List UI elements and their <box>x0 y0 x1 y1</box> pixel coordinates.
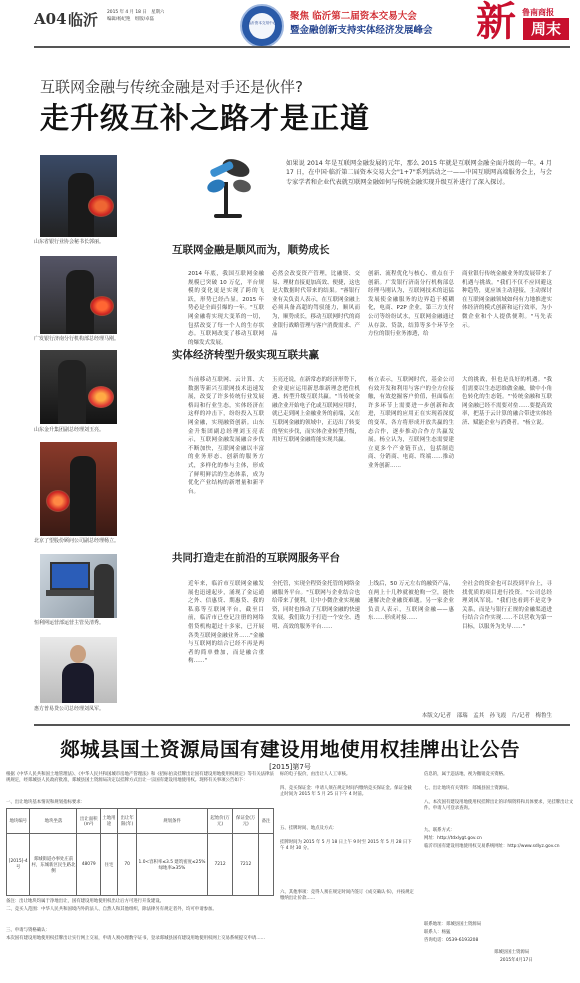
flower-arrangement <box>88 386 114 408</box>
photo-guo-li <box>40 155 117 237</box>
editors-line: 编辑/杨纪艳 组版/卓磊 <box>107 17 154 22</box>
land-notice <box>0 726 580 983</box>
section3-col3: 上线后，50 万元左右的融资产品，在两上十几秒就被抢购一空，能快速解决企业融资难题。另一家企业负责人表示，互联网金融——惠东……形成对接…… <box>368 581 454 622</box>
notice-col3-line: 九、联系方式： <box>424 828 455 833</box>
brand-small: 鲁南商报 <box>522 8 554 17</box>
section2-col2: 玉亮还说，在新常态的经济形势下，企业更应运用新思维新理念把住机遇、转型升级互联共赢。"当传统金融企业开始电子化或互联网应用时，就已走到网上金融业务的前端，又在互联网金融的领域中，正迈出了转变的坚实步伐，而实体企业转型升级，用好互联网金融将能实现共赢。 <box>272 377 361 444</box>
notice-item3: 三、申请与资格确认： <box>6 928 50 933</box>
notice-col2-line: 五、挂牌时间、地点及方式： <box>280 826 338 831</box>
th-parcel-no: 地块编号 <box>7 809 30 834</box>
notice-date: 2015年4月17日 <box>500 958 533 963</box>
date-line: 2015 年 4 月 18 日 星期六 <box>107 10 165 15</box>
section2-col4: 大的挑战，但也是良好的机遇。"我们需要以生态思维做金融，做中小角色转化的生态链。"'传统金融和互联网金融已经不需要对垒……要提高效率，把基于云计算的融合带进实体经济、赋能企业与消费者。"杨立说。 <box>462 377 552 426</box>
masthead <box>0 0 580 66</box>
photo-caption-6: 惠方普易贷公司总经理刘凤军。 <box>34 706 105 712</box>
notice-col2-line: 四、竞买保证金：申请人须在规定时间内缴纳竞买保证金。保证金截止时间为 2015 年 5 月 25 日下午 4 时前。 <box>280 786 412 798</box>
notice-contact-address: 联系地址：郯城县国土资源局 <box>424 922 482 927</box>
laptop-base <box>46 590 94 596</box>
cell-location: 郯城街道办事处庄前村，东城新区民生路北侧 <box>30 834 77 896</box>
cell-parcel-no: [2015]-4号 <box>7 834 30 896</box>
notice-column-3 <box>424 772 574 906</box>
photo-yang-li <box>40 442 117 536</box>
notice-phone: 咨询电话：0539-6193208 <box>424 938 479 943</box>
article-lead: 如果说 2014 年是互联网金融发展的元年，那么 2015 年就是互联网金融全面升级的一年。4 月 17 日，在中国·临沂第二届资本交易大会"1+7"系列活动之一——中国互联网高端服务会上，与会专家学者和企业代表就互联网金融如何与传统金融实现升级互补进行了深入探讨。 <box>286 160 552 186</box>
section1-col3: 创新、流程优化与核心、重点在于创新。广发银行济南分行机构部总经理马刚认为，互联网技术的迅猛发展使金融服务的边界趋于模糊化，电商、P2P 企业，第三方支付公司等纷纷试水，互联网金融通过从存款、贷款，结算等多个环节全方位的银行业务渗透，给 <box>368 271 454 338</box>
notice-column-2 <box>280 772 416 980</box>
article-kicker: 互联网金融与传统金融是对手还是伙伴? <box>40 78 303 96</box>
notice-col2-line: 挂牌时间为 2015 年 5 月 18 日上午 9 时至 2015 年 5 月 28 日下午 4 时 30 分。 <box>280 840 412 852</box>
flower-arrangement <box>90 296 114 316</box>
land-parcel-table <box>6 808 274 896</box>
notice-contact-person: 联系人：杨猛 <box>424 930 451 935</box>
notice-col3-line: 网址：http://tdxlygt.gov.cn <box>424 836 482 841</box>
photo-caption-1: 山东省银行业协会秘书长郭丽。 <box>34 239 105 245</box>
th-area: 出让面积(m²) <box>77 809 100 834</box>
event-title-line2: 暨金融创新支持实体经济发展峰会 <box>290 25 433 36</box>
section-title-2: 实体经济转型升级实现互联共赢 <box>172 349 319 361</box>
table-header-row <box>7 809 274 834</box>
notice-col3-line: 八、本次国有建设用地使用权挂牌出让的详细资料和具体要求，见挂牌出让文件。申请人可登录查询。 <box>424 800 574 812</box>
notice-item1: 一、出让地块基本情况和规划指标要求： <box>6 800 86 805</box>
laptop-screen <box>50 562 90 590</box>
notice-title: 郯城县国土资源局国有建设用地使用权挂牌出让公告 <box>59 738 520 761</box>
person-figure <box>94 564 114 618</box>
photo-liu-fengjun <box>40 637 117 703</box>
section-name: 临沂 <box>68 11 99 29</box>
notice-col1-rest: 本次国有建设用地使用权挂牌出让实行网上交易，申请人须办理数字证书，登录郯城县国有建设用地使用权网上交易系统提交申请…… <box>6 936 266 941</box>
article-headline: 走升级互补之路才是正道 <box>40 101 371 135</box>
speaker-figure <box>70 456 96 536</box>
photo-laptop <box>40 554 117 618</box>
page-number: A04 <box>34 10 67 28</box>
notice-col2-line: 标的电子报价，由出让人人工审核。 <box>280 772 351 777</box>
table-row <box>7 834 274 896</box>
section2-col3: 杨立表示，互联网时代，基金公司有效开发和利用与客户的全方位接触，有效挖掘客户价值，但面临在许多环节上需要进一步创新和改进，互联网的应用正在实现着深度的变革，各方将形成开放共赢的生态合作，逐步推动合作方共赢发展。杨立认为，互联网生态需要建立更多个产业链节点，包括制造商、分销商、电商、终端……推动业务创新…… <box>368 377 454 469</box>
photo-caption-3: 山东金升集团副总经理刘玉亮。 <box>34 427 105 433</box>
photo-ma-gang <box>40 256 117 334</box>
section1-col4: 商业银行传统金融业务的发展带来了机遇与挑战。"我们不仅不应回避这种趋势，更应该主动迎接，主动探讨在互联网金融领域如何有力地推进实体经济的模式创新和运行效率，为小微企业和个人提供便利。"马先表示。 <box>462 271 552 329</box>
th-deposit: 保证金(万元) <box>233 809 259 834</box>
photo-caption-2: 广发银行济南分行机构部总经理马刚。 <box>34 336 120 342</box>
th-start-price: 起始价(万元) <box>207 809 233 834</box>
notice-col3-line: 临沂市国有建设用地使用权交易系统网址：http://www.sdlyz.gov.cn <box>424 844 560 849</box>
cell-term: 70 <box>118 834 137 896</box>
flower-arrangement <box>88 195 114 217</box>
flower-arrangement <box>46 490 70 512</box>
notice-item2: 二、竞买人范围：中华人民共和国境内外的法人、自然人和其他组织，除法律另有规定者外，均可申请参加。 <box>6 907 217 912</box>
cell-start-price: 7212 <box>207 834 233 896</box>
th-location: 地块坐落 <box>30 809 77 834</box>
event-title-line1: 聚焦 临沂第二届资本交易大会 <box>290 11 417 22</box>
notice-col3-line: 信息的，属于违法地，视为撤销竞买资格。 <box>424 772 508 777</box>
notice-intro: 根据《中华人民共和国土地管理法》、《中华人民共和国城市房地产管理法》和《招标拍卖挂牌出让国有建设用地使用权规定》等有关法律法规规定，经郯城县人民政府批准，郯城县国土资源局决定以挂牌方式出让一宗国有建设用地使用权。现将有关事项公告如下： <box>6 772 274 784</box>
notice-signer: 郯城县国土资源局 <box>494 950 530 955</box>
section3-col4: 全社会的资金也可以投到平台上，寻找优质的项目进行投资。"公司总经理刘凤军说。"我们也看到不是竞争关系，而是与银行正规的金融渠道进行结合合作实现……不以营收为第一目标，以服务为先导……" <box>462 581 552 630</box>
microphone-illustration <box>190 152 270 222</box>
photo-caption-4: 北京了望股份顾问公司副总经理杨立。 <box>34 538 120 544</box>
notice-number: [2015]第7号 <box>269 763 311 771</box>
section3-col1: 近年来，临沂市互联网金融发展也迅速起步，涌现了金运通之外、信惠贷、期惠贷、我的私募等互联网平台，截至目前，临沂市已登记注册的网络借贷机构超过十多家，已开展各类互联网金融业务……"金融与互联网的结合已经不再是两者的简单叠加，而是融合重构……" <box>188 581 264 665</box>
brand-big: 周末 <box>523 18 569 40</box>
notice-remark: 备注：出让地块均属于净地出让，国有建设用地使用权出让后方可进行开发建设。 <box>6 899 165 904</box>
th-planning: 规划条件 <box>137 809 207 834</box>
section1-col1: 2014 年底，我国互联网金融规模已突破 10 万亿，平台规模的变化更是实现了跨的飞跃，形势已经凸显。2015 年势必是全面引爆的一年。"互联网金融将实现大变革的一切，包括改变了每一个人的生存状态。互联网改变了移动互联网的爆发式发展。 <box>188 271 264 346</box>
section3-col2: 全托管，实现全程资金托管的网络金融服务平台。"互联网与企业结合也给带来了便利，让中小微企业实现融资，同时也推动了互联网金融的快速发展，我们致力于打造一个安全、透明、高效的服务平台…… <box>272 581 361 630</box>
article-byline: 本版文/记者 邵瑞 孟其 孙飞霞 片/记者 梅鲁生 <box>421 713 552 719</box>
badge-logo-text: 临沂资本交易中心 <box>247 21 277 25</box>
section-title-3: 共同打造走在前沿的互联网服务平台 <box>172 552 340 564</box>
masthead-rule <box>34 46 570 48</box>
speaker-head <box>70 645 86 663</box>
speaker-figure <box>62 663 94 703</box>
notice-col2-line: 六、其他事项：竞得人须在规定时间内签订《成交确认书》，并按规定缴纳出让价款…… <box>280 890 414 902</box>
xin-calligraphy-logo: 新 <box>476 0 516 45</box>
cell-remark <box>258 834 273 896</box>
th-remark: 备注 <box>258 809 273 834</box>
cell-deposit: 7212 <box>233 834 259 896</box>
cell-use: 住宅 <box>100 834 117 896</box>
microphones-icon <box>190 152 270 222</box>
capital-exchange-badge <box>240 4 284 48</box>
section2-col1: 当前移动互联网、云计算、大数据等新兴互联网技术迅速发展，改变了许多传统行业发展格局和行业生态，实体经济在这样的冲击下，纷纷投入互联网金融，实现融资创新。山东金升集团副总经理刘玉亮表示，互联网金融发展融合步伐不断加快，互联网金融以丰富的业务形态、创新的服务方式，多样化的参与主体，形成了鲜明鲜活的生态体系，成为优化产业结构的新增量和新平台。 <box>188 377 264 495</box>
notice-col3-line: 七、出让地块有关资料：郯城县国土资源局。 <box>424 786 512 791</box>
section-title-1: 互联网金融是顺风而为，顺势成长 <box>172 244 330 256</box>
speaker-figure <box>58 360 86 424</box>
cell-planning: 1.0<容积率≤3.5 建筑密度≤25% 绿地率≥35% <box>137 834 207 896</box>
th-use: 土地用途 <box>100 809 117 834</box>
badge-inner-ring <box>249 13 275 39</box>
section1-col2: 必然会改变资产管理，比融资、交易、理财直接更加高效、便捷，这也是大数据时代带来的结果。"睿银行业有关负责人表示，在互联网金融上必须具备高超的驾驭能力，顺风而为，顺势成长，移动互联网时代的商业银行战略管理与客户消费需求、产品 <box>272 271 361 338</box>
th-term: 出让年限(年) <box>118 809 137 834</box>
photo-caption-5: 恒利网运营部运营主管吴清秀。 <box>34 620 105 626</box>
photo-liu-yuliang <box>40 350 117 424</box>
cell-area: 48079 <box>77 834 100 896</box>
